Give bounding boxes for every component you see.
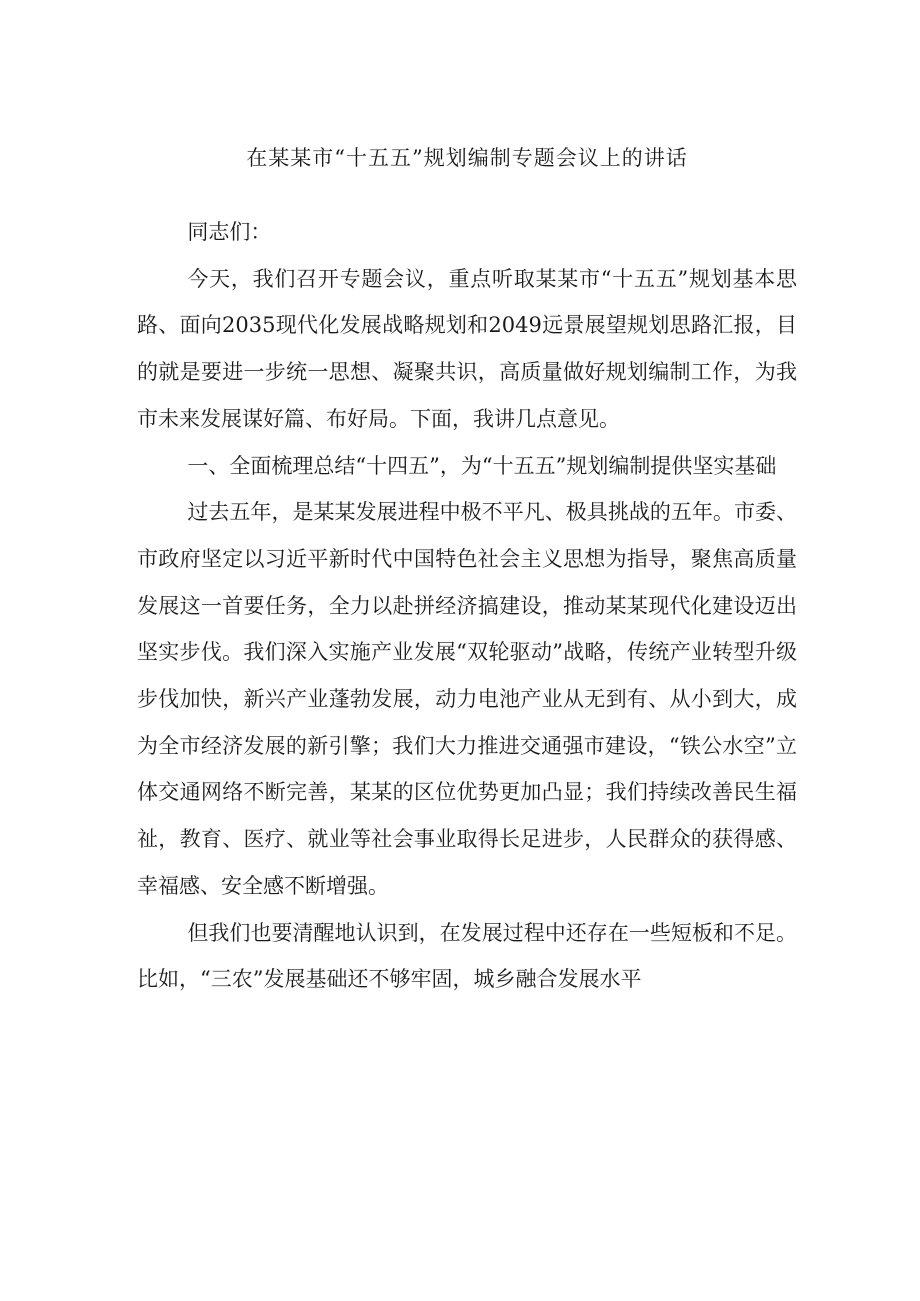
document-body xyxy=(137,209,797,1003)
document-title: 在某某市“十五五”规划编制专题会议上的讲话 xyxy=(246,146,688,170)
paragraph-review: 过去五年，是某某发展进程中极不平凡、极具挑战的五年。市委、市政府坚定以习近平新时代中国特色社会主义思想为指导，聚焦高质量发展这一首要任务，全力以赴拼经济搞建设，推动某某现代化建设迈出坚实步伐。我们深入实施产业发展“双轮驱动”战略，传统产业转型升级步伐加快，新兴产业蓬勃发展，动力电池产业从无到有、从小到大，成为全市经济发展的新引擎；我们大力推进交通强市建设，“铁公水空”立体交通网络不断完善，某某的区位优势更加凸显；我们持续改善民生福祉，教育、医疗、就业等社会事业取得长足进步，人民群众的获得感、幸福感、安全感不断增强。 xyxy=(137,500,797,898)
salutation: 同志们： xyxy=(187,220,272,244)
paragraph-shortcomings: 但我们也要清醒地认识到，在发展过程中还存在一些短板和不足。比如，“三农”发展基础还不够牢固，城乡融合发展水平 xyxy=(137,920,797,992)
section-heading-1: 一、全面梳理总结“十四五”，为“十五五”规划编制提供坚实基础 xyxy=(187,453,777,478)
paragraph-opening: 今天，我们召开专题会议，重点听取某某市“十五五”规划基本思路、面向2035现代化发展战略规划和2049远景展望规划思路汇报，目的就是要进一步统一思想、凝聚共识，高质量做好规划编制工作，为我市未来发展谋好篇、布好局。下面，我讲几点意见。 xyxy=(137,266,797,431)
